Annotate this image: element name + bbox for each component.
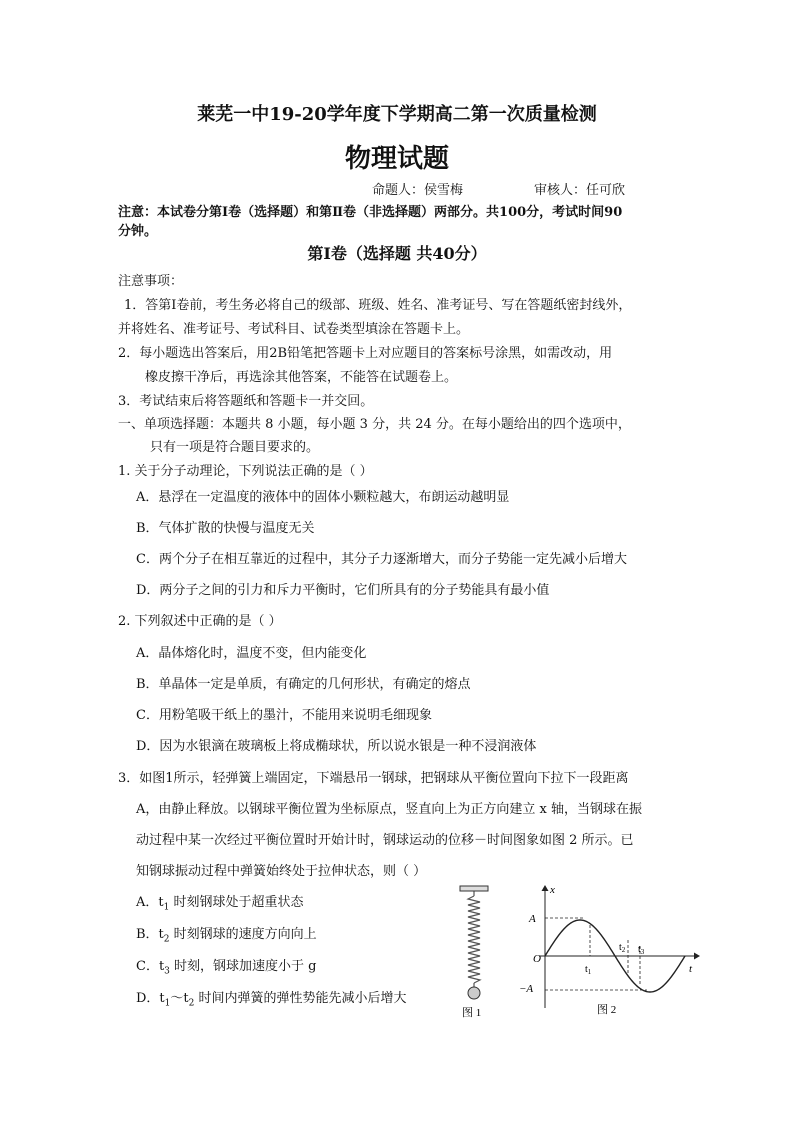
q1-option-c: C．两个分子在相互靠近的过程中，其分子力逐渐增大，而分子势能一定先减小后增大 xyxy=(136,552,627,567)
q2-option-d: D．因为水银滴在玻璃板上将成椭球状，所以说水银是一种不浸润液体 xyxy=(136,739,537,754)
q3-stem-line-3: 动过程中某一次经过平衡位置时开始计时，钢球运动的位移－时间图象如图 2 所示。已 xyxy=(136,833,634,848)
notice-line-2: 分钟。 xyxy=(118,224,158,239)
q3-b-sub: 2 xyxy=(163,934,170,945)
author-label: 命题人：侯雪梅 xyxy=(372,183,464,198)
figure-1-caption: 图 1 xyxy=(462,1007,482,1019)
reviewer-label: 审核人：任可欣 xyxy=(534,183,626,198)
q3-a-sub: 1 xyxy=(163,902,170,913)
q3-d-pre: D．t xyxy=(136,991,165,1006)
instruction-1-line-2: 并将姓名、准考证号、考试科目、试卷类型填涂在答题卡上。 xyxy=(118,322,470,337)
q3-c-pre: C．t xyxy=(136,959,165,974)
figure-1-spring xyxy=(452,884,496,1020)
q3-option-b xyxy=(136,926,317,949)
part1-title: 第Ⅰ卷（选择题 共40分） xyxy=(307,244,487,263)
amplitude-negative-label: −A xyxy=(519,983,534,995)
instruction-1-line-1: 1．答第Ⅰ卷前，考生务必将自己的级部、班级、姓名、准考证号、写在答题纸密封线外， xyxy=(124,298,632,313)
t-axis-label: t xyxy=(689,963,693,975)
t1-label: $t_1$ xyxy=(585,964,592,976)
q3-d-sub2: 2 xyxy=(188,998,195,1009)
notice-line-1: 注意：本试卷分第Ⅰ卷（选择题）和第Ⅱ卷（非选择题）两部分。共100分，考试时间90 xyxy=(118,205,623,220)
instruction-2-line-1: 2．每小题选出答案后，用2B铅笔把答题卡上对应题目的答案标号涂黑，如需改动，用 xyxy=(118,346,613,361)
q3-option-a xyxy=(136,894,304,917)
spring-coil xyxy=(468,896,480,983)
q3-a-post: 时刻钢球处于超重状态 xyxy=(169,895,304,910)
q2-option-c: C．用粉笔吸干纸上的墨汁，不能用来说明毛细现象 xyxy=(136,708,432,723)
q1-option-d: D．两分子之间的引力和斥力平衡时，它们所具有的分子势能具有最小值 xyxy=(136,583,550,598)
q3-stem-line-1: 3．如图1所示，轻弹簧上端固定，下端悬吊一钢球，把钢球从平衡位置向下拉下一段距离 xyxy=(118,771,629,786)
q3-d-post: 时间内弹簧的弹性势能先减小后增大 xyxy=(194,991,407,1006)
q3-option-d xyxy=(136,990,407,1013)
subject-title: 物理试题 xyxy=(344,144,449,174)
q2-option-a: A．晶体熔化时，温度不变，但内能变化 xyxy=(136,646,367,661)
section1-line-1: 一、单项选择题：本题共 8 小题，每小题 3 分，共 24 分。在每小题给出的四个选项中， xyxy=(118,417,631,432)
t3-label: $t_3$ xyxy=(638,944,645,956)
q3-c-post: 时刻，钢球加速度小于 g xyxy=(169,959,317,974)
q2-option-b: B．单晶体一定是单质，有确定的几何形状，有确定的熔点 xyxy=(136,677,471,692)
q3-stem-line-4: 知钢球振动过程中弹簧始终处于拉伸状态，则（ ） xyxy=(136,864,427,879)
amplitude-positive-label: A xyxy=(529,913,536,925)
x-axis-label: x xyxy=(550,884,555,896)
school-title: 莱芜一中19-20学年度下学期高二第一次质量检测 xyxy=(197,104,597,125)
q3-d-mid: ～t xyxy=(170,991,189,1006)
q1-option-b: B．气体扩散的快慢与温度无关 xyxy=(136,521,315,536)
q1-option-a: A．悬浮在一定温度的液体中的固体小颗粒越大，布朗运动越明显 xyxy=(136,490,510,505)
instruction-3: 3．考试结束后将答题纸和答题卡一并交回。 xyxy=(118,394,374,409)
q3-c-sub: 3 xyxy=(164,966,170,977)
q3-a-pre: A．t xyxy=(136,895,164,910)
q2-stem: 2. 下列叙述中正确的是（ ） xyxy=(118,614,282,629)
q3-d-sub1: 1 xyxy=(164,998,171,1009)
instruction-2-line-2: 橡皮擦干净后，再选涂其他答案，不能答在试题卷上。 xyxy=(145,370,458,385)
steel-ball xyxy=(468,987,480,999)
spring-support xyxy=(460,886,488,891)
instructions-heading: 注意事项： xyxy=(118,274,184,289)
t2-label: $t_2$ xyxy=(619,942,626,954)
q3-b-pre: B．t xyxy=(136,927,164,942)
origin-label: O xyxy=(533,953,541,965)
section1-line-2: 只有一项是符合题目要求的。 xyxy=(150,440,320,455)
q3-option-c xyxy=(136,958,317,981)
q3-stem-line-2: A，由静止释放。以钢球平衡位置为坐标原点，竖直向上为正方向建立 x 轴，当钢球在振 xyxy=(136,802,642,817)
figure-2-caption: 图 2 xyxy=(597,1004,617,1016)
q3-b-post: 时刻钢球的速度方向向上 xyxy=(169,927,317,942)
figure-2-graph xyxy=(515,880,705,1020)
q1-stem: 1. 关于分子动理论，下列说法正确的是（ ） xyxy=(118,464,373,479)
